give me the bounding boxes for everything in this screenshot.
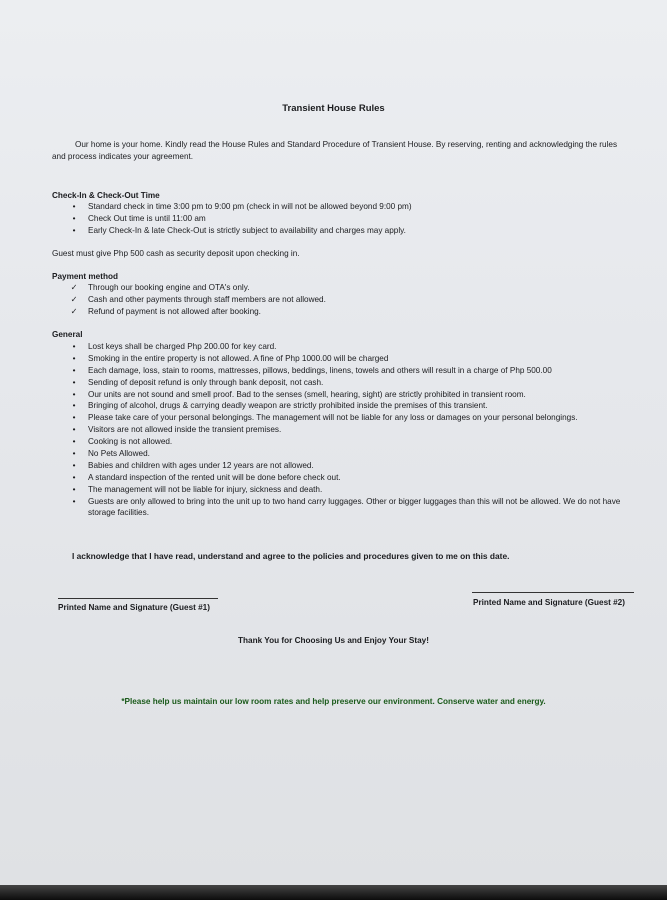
payment-item-text: Refund of payment is not allowed after booking.: [88, 306, 261, 316]
general-heading: General: [52, 330, 83, 339]
payment-item-text: Cash and other payments through staff members are not allowed.: [88, 294, 326, 304]
general-item-text: Guests are only allowed to bring into the unit up to two hand carry luggages. Other or bigger luggages than this will not be allowed. We do not have storage facilities.: [88, 496, 621, 518]
list-item: [52, 365, 627, 377]
bullet-icon: •: [72, 437, 76, 447]
general-item-text: A standard inspection of the rented unit will be done before check out.: [88, 472, 341, 482]
general-item-text: Cooking is not allowed.: [88, 437, 173, 447]
general-item-text: Visitors are not allowed inside the transient premises.: [88, 425, 282, 435]
list-item: [52, 377, 627, 389]
photo-bottom-edge: [0, 885, 667, 900]
general-item-text: Babies and children with ages under 12 years are not allowed.: [88, 460, 314, 470]
bullet-icon: •: [72, 202, 76, 211]
list-item: [52, 353, 627, 365]
general-item-text: No Pets Allowed.: [88, 449, 150, 459]
bullet-icon: •: [72, 353, 76, 363]
list-item: [52, 424, 627, 436]
bullet-icon: •: [72, 389, 76, 399]
general-item-text: Please take care of your personal belongings. The management will not be liable for any loss or damages on your personal belongings.: [88, 413, 578, 423]
bullet-icon: •: [72, 484, 76, 494]
intro-paragraph: Our home is your home. Kindly read the House Rules and Standard Procedure of Transient House. By reserving, renting and acknowledging the rules and process indicates your agreement.: [52, 140, 618, 161]
bullet-icon: •: [72, 425, 76, 435]
list-item: [52, 472, 627, 484]
list-item: [52, 448, 627, 460]
general-item-text: The management will not be liable for injury, sickness and death.: [88, 484, 323, 494]
general-item-text: Our units are not sound and smell proof. Bad to the senses (smell, hearing, sight) are strictly prohibited in transient room.: [88, 389, 526, 399]
general-item-text: Lost keys shall be charged Php 200.00 for key card.: [88, 342, 277, 351]
bullet-icon: •: [72, 449, 76, 459]
bullet-icon: •: [72, 377, 76, 387]
bullet-icon: •: [72, 413, 76, 423]
document-title: Transient House Rules: [282, 103, 385, 114]
acknowledgement-text: I acknowledge that I have read, understand and agree to the policies and procedures given to me on this date.: [72, 551, 510, 561]
deposit-note: Guest must give Php 500 cash as security deposit upon checking in.: [52, 249, 300, 258]
list-item: [52, 436, 627, 448]
signature-label-guest1: Printed Name and Signature (Guest #1): [58, 603, 210, 612]
checkin-item-text: Early Check-In & late Check-Out is strictly subject to availability and charges may apply.: [88, 225, 406, 235]
bullet-icon: •: [72, 460, 76, 470]
checkin-list: [52, 201, 627, 237]
bullet-icon: •: [72, 365, 76, 375]
general-list: [52, 341, 627, 519]
bullet-icon: •: [72, 213, 76, 223]
bullet-icon: •: [72, 401, 76, 411]
signature-label-guest2: Printed Name and Signature (Guest #2): [473, 598, 625, 607]
bullet-icon: •: [72, 496, 76, 506]
payment-list: [52, 282, 627, 318]
checkin-heading: Check-In & Check-Out Time: [52, 191, 160, 200]
list-item: [52, 213, 627, 225]
checkin-item-text: Standard check in time 3:00 pm to 9:00 pm (check in will not be allowed beyond 9:00 pm): [88, 202, 412, 211]
list-item: [52, 400, 627, 412]
signature-line-guest1: [58, 598, 218, 599]
payment-item-text: Through our booking engine and OTA's only.: [88, 283, 250, 292]
check-icon: ✓: [70, 306, 78, 316]
list-item: [52, 389, 627, 401]
checkin-item-text: Check Out time is until 11:00 am: [88, 213, 206, 223]
payment-heading: Payment method: [52, 272, 118, 281]
bullet-icon: •: [72, 342, 76, 351]
general-item-text: Smoking in the entire property is not allowed. A fine of Php 1000.00 will be charged: [88, 353, 389, 363]
check-icon: ✓: [70, 294, 78, 304]
bullet-icon: •: [72, 472, 76, 482]
list-item: [52, 460, 627, 472]
general-item-text: Bringing of alcohol, drugs & carrying deadly weapon are strictly prohibited inside the premises of this transient.: [88, 401, 488, 411]
list-item: [52, 496, 627, 520]
signature-line-guest2: [472, 592, 634, 593]
list-item: [52, 306, 627, 318]
list-item: [52, 484, 627, 496]
bullet-icon: •: [72, 225, 76, 235]
list-item: [52, 282, 627, 294]
general-item-text: Each damage, loss, stain to rooms, mattresses, pillows, beddings, linens, towels and others will result in a charge of Php 500.00: [88, 365, 552, 375]
thank-you-text: Thank You for Choosing Us and Enjoy Your Stay!: [238, 636, 429, 645]
list-item: [52, 294, 627, 306]
list-item: [52, 225, 627, 237]
conservation-note: *Please help us maintain our low room rates and help preserve our environment. Conserve water and energy.: [121, 697, 546, 706]
list-item: [52, 412, 627, 424]
general-item-text: Sending of deposit refund is only through bank deposit, not cash.: [88, 377, 324, 387]
list-item: [52, 341, 627, 353]
list-item: [52, 201, 627, 213]
check-icon: ✓: [70, 283, 78, 292]
